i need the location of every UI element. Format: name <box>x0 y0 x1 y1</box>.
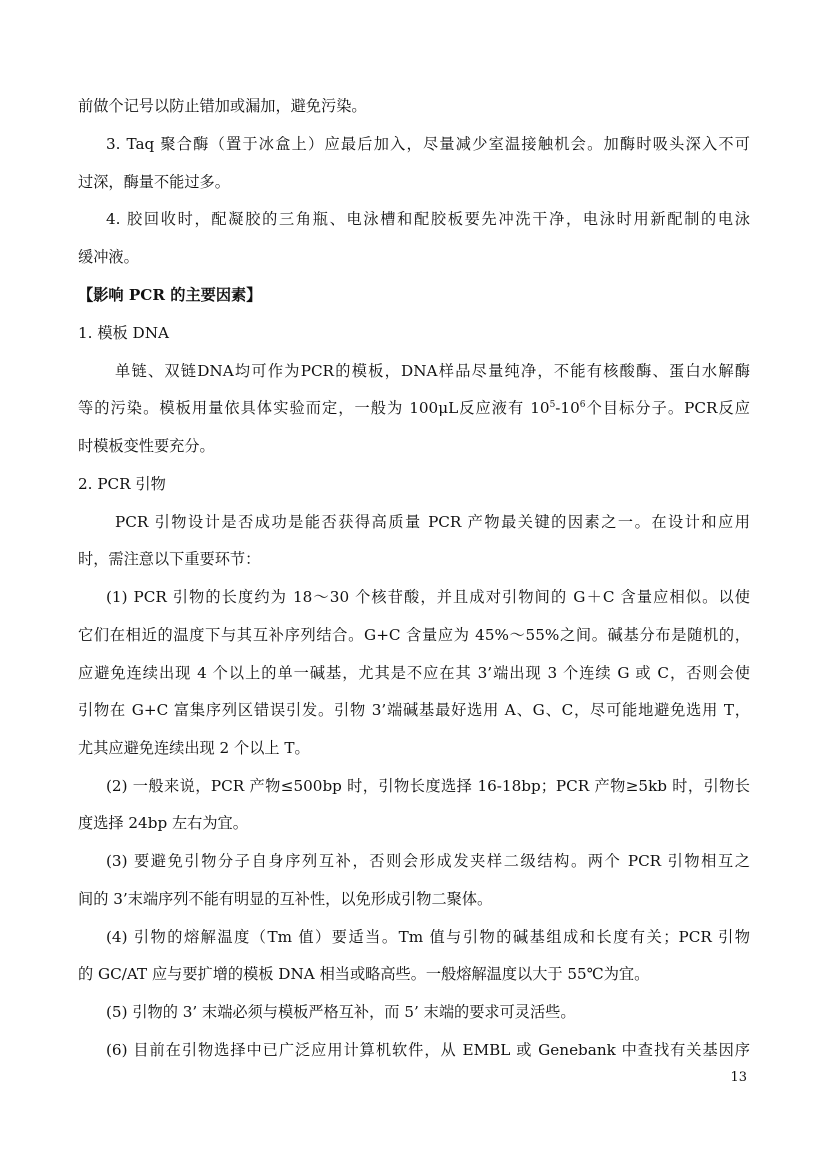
page-number: 13 <box>730 1070 747 1085</box>
superscript: 6 <box>579 399 586 410</box>
text-line: 3. Taq 聚合酶（置于冰盒上）应最后加入，尽量减少室温接触机会。加酶时吸头深入不可 <box>106 135 750 153</box>
text-line: 缓冲液。 <box>78 248 139 266</box>
text-line: (3) 要避免引物分子自身序列互补，否则会形成发夹样二级结构。两个 PCR 引物相互之 <box>106 852 750 870</box>
text-line: PCR 引物设计是否成功是能否获得高质量 PCR 产物最关键的因素之一。在设计和应用 <box>115 513 750 531</box>
subsection-heading: 2. PCR 引物 <box>78 475 166 493</box>
text-segment: -10 <box>555 399 580 417</box>
text-line: 过深，酶量不能过多。 <box>78 173 230 191</box>
section-heading: 【影响 PCR 的主要因素】 <box>78 286 262 304</box>
text-line: 前做个记号以防止错加或漏加，避免污染。 <box>78 97 367 115</box>
text-segment: 个目标分子。PCR反应 <box>585 399 750 417</box>
text-line: (6) 目前在引物选择中已广泛应用计算机软件，从 EMBL 或 Genebank 中查找有关基因序 <box>106 1041 750 1059</box>
text-line: 4. 胶回收时，配凝胶的三角瓶、电泳槽和配胶板要先冲洗干净，电泳时用新配制的电泳 <box>106 210 750 228</box>
text-line: 尤其应避免连续出现 2 个以上 T。 <box>78 739 310 757</box>
text-line: 时，需注意以下重要环节： <box>78 550 261 568</box>
text-line: 单链、双链DNA均可作为PCR的模板，DNA样品尽量纯净，不能有核酸酶、蛋白水解酶 <box>115 362 750 380</box>
text-line: (5) 引物的 3’ 末端必须与模板严格互补，而 5’ 末端的要求可灵活些。 <box>106 1003 576 1021</box>
text-line: (1) PCR 引物的长度约为 18～30 个核苷酸，并且成对引物间的 G＋C 含量应相似。以使 <box>106 588 750 606</box>
text-line: 时模板变性要充分。 <box>78 437 215 455</box>
text-line: 引物在 G+C 富集序列区错误引发。引物 3’端碱基最好选用 A、G、C，尽可能地避免选用 T， <box>78 701 750 719</box>
text-line: (2) 一般来说，PCR 产物≤500bp 时，引物长度选择 16-18bp；PCR 产物≥5kb 时，引物长 <box>106 777 750 795</box>
text-line-with-superscripts <box>78 398 750 418</box>
superscript: 5 <box>549 399 556 410</box>
text-line: 度选择 24bp 左右为宜。 <box>78 814 248 832</box>
text-segment: 等的污染。模板用量依具体实验而定，一般为 100μL反应液有 10 <box>78 399 550 417</box>
text-line: (4) 引物的熔解温度（Tm 值）要适当。Tm 值与引物的碱基组成和长度有关；PCR 引物 <box>106 928 750 946</box>
text-line: 它们在相近的温度下与其互补序列结合。G+C 含量应为 45%～55%之间。碱基分布是随机的， <box>78 626 750 644</box>
text-line: 的 GC/AT 应与要扩增的模板 DNA 相当或略高些。一般熔解温度以大于 55℃为宜。 <box>78 965 650 983</box>
text-line: 应避免连续出现 4 个以上的单一碱基，尤其是不应在其 3’端出现 3 个连续 G 或 C，否则会使 <box>78 664 750 682</box>
text-line: 间的 3’末端序列不能有明显的互补性，以免形成引物二聚体。 <box>78 890 493 908</box>
subsection-heading: 1. 模板 DNA <box>78 324 169 342</box>
